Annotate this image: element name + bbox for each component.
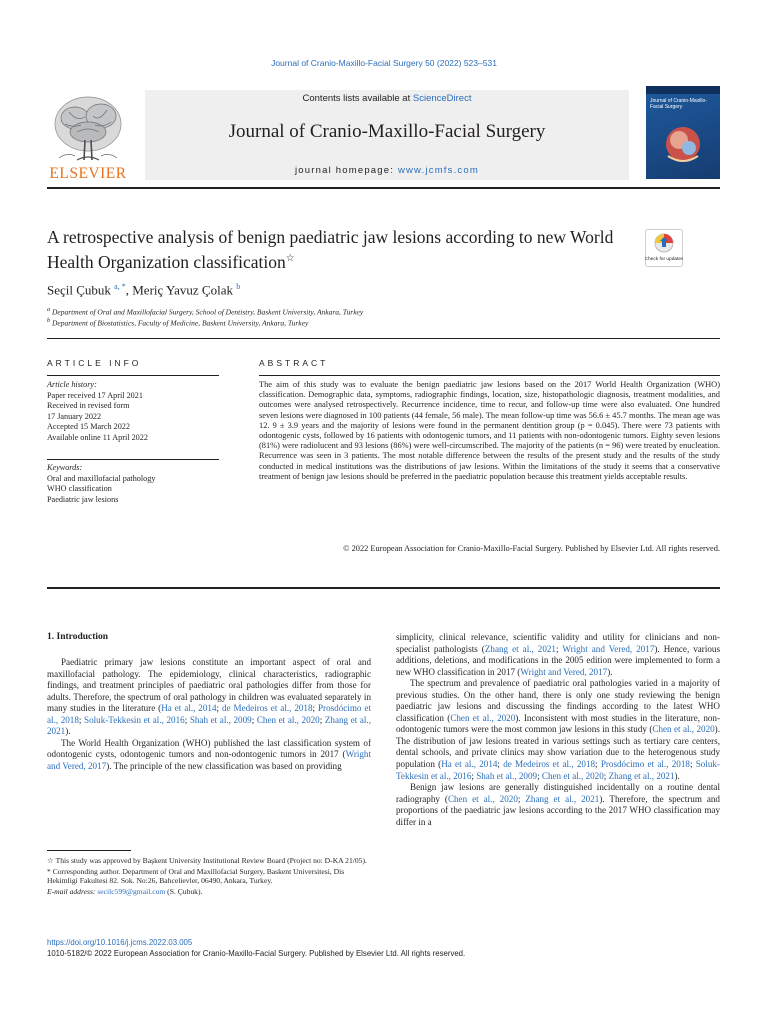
article-info-heading: ARTICLE INFO: [47, 358, 142, 368]
sciencedirect-link[interactable]: ScienceDirect: [412, 93, 472, 104]
crossmark-label: Check for updates: [645, 257, 683, 262]
paragraph-text: ;: [216, 703, 222, 714]
paragraph-text: ;: [319, 714, 325, 725]
keyword-item: Paediatric jaw lesions: [47, 494, 119, 504]
history-item: Received in revised form: [47, 401, 130, 410]
contents-prefix: Contents lists available at: [302, 93, 413, 104]
paragraph-text: ).: [607, 666, 613, 677]
paragraph-text: Benign jaw lesions are generally distinguished incidentally on a routine dental radiography (: [396, 782, 720, 804]
author-name[interactable]: Seçil Çubuk: [47, 282, 111, 298]
footnote-email: [47, 887, 371, 897]
paragraph-text: ). The principle of the new classification was based on providing: [106, 760, 342, 771]
article-history: [47, 380, 219, 443]
contents-line: [145, 93, 629, 104]
citation-link[interactable]: Wright and Vered, 2017: [562, 643, 655, 654]
citation-link[interactable]: Chen et al., 2020: [652, 724, 715, 735]
paragraph-text: ;: [312, 703, 318, 714]
paragraph-text: ).: [674, 770, 680, 781]
email-label: E-mail address:: [47, 886, 98, 896]
citation-link[interactable]: Soluk-Tekkesin et al., 2016: [84, 714, 185, 725]
paragraph-text: ;: [497, 759, 504, 770]
doi-link[interactable]: https://doi.org/10.1016/j.jcms.2022.03.005: [47, 938, 193, 947]
keywords-rule: [47, 459, 219, 460]
paragraph: [396, 782, 720, 828]
homepage-prefix: journal homepage:: [295, 165, 398, 176]
affiliation-b: [47, 317, 308, 328]
citation-link[interactable]: Shah et al., 2009: [476, 770, 538, 781]
citation-link[interactable]: Chen et al., 2020: [447, 793, 518, 804]
paragraph-text: ). The distribution of jaw lesions treated in various settings such as tertiary care centers, dental schools, and private clinics may show variation due to the heterogenous study population (: [396, 724, 720, 770]
paragraph-text: The spectrum and prevalence of paediatric oral pathologies varied in a majority of previous studies. On the other hand, there is only one study reviewing the benign paediatric jaw lesions and discussing the findings according to the latest WHO classification (: [396, 678, 720, 723]
paragraph-text: ;: [184, 714, 190, 725]
journal-homepage-link[interactable]: www.jcmfs.com: [397, 165, 479, 176]
citation-link[interactable]: Wright and Vered, 2017: [47, 749, 371, 771]
citation-link[interactable]: de Medeiros et al., 2018: [221, 703, 313, 714]
citation-link[interactable]: Prosdócimo et al., 2018: [600, 759, 690, 770]
paragraph-text: ).: [65, 726, 71, 737]
author-affiliation-mark[interactable]: a, *: [114, 282, 126, 291]
paragraph-text: simplicity, clinical relevance, scientific validity and utility for clinicians and non-specialist pathologists (: [396, 632, 720, 654]
keywords-label: Keywords:: [47, 463, 83, 472]
history-item: Paper received 17 April 2021: [47, 390, 143, 400]
email-link[interactable]: secilc599@gmail.com: [97, 886, 166, 896]
paragraph-text: Paediatric primary jaw lesions constitute an important aspect of oral and maxillofacial pathology. The epidemiology, clinical characteristics, radiographic findings, and treatment principles of paediatric oral pathologies differ from those for adults. Therefore, the spectrum of oral pathology in children was evaluated separately in many studies in the literature (: [47, 657, 371, 714]
paragraph-text: ;: [555, 643, 563, 654]
citation-link[interactable]: de Medeiros et al., 2018: [503, 759, 596, 770]
citation-link[interactable]: Zhang et al., 2021: [525, 793, 600, 804]
paragraph-text: ;: [537, 770, 542, 781]
footnote-ethics: ☆ This study was approved by Başkent University Institutional Review Board (Project no: D-KA 21/05).: [47, 856, 367, 865]
affiliation-a: [47, 306, 363, 317]
author-name[interactable]: Meriç Yavuz Çolak: [132, 282, 233, 298]
title-footnote-mark[interactable]: ☆: [285, 253, 295, 264]
citation-link[interactable]: Zhang et al., 2021: [484, 643, 556, 654]
section-rule: [47, 338, 720, 339]
paragraph: [396, 632, 720, 678]
abstract-copyright: © 2022 European Association for Cranio-Maxillo-Facial Surgery. Published by Elsevier Ltd. All rights reserved.: [343, 544, 720, 553]
paragraph-text: ;: [471, 770, 477, 781]
email-suffix: (S. Çubuk).: [165, 886, 203, 896]
history-item: Available online 11 April 2022: [47, 432, 148, 442]
abstract-rule: [259, 375, 720, 376]
citation-link[interactable]: Soluk-Tekkesin et al., 2016: [396, 759, 720, 781]
footnote-rule: [47, 850, 131, 851]
article-info-rule: [47, 375, 219, 376]
header-rule: [47, 187, 720, 189]
body-column-right: [396, 632, 720, 828]
citation-link[interactable]: Chen et al., 2020: [256, 714, 320, 725]
journal-name: Journal of Cranio-Maxillo-Facial Surgery: [228, 121, 546, 142]
body-column-left: [47, 657, 371, 772]
abstract-text: The aim of this study was to evaluate the benign paediatric jaw lesions based on the 2017 World Health Organization (WHO) classification. Demographic data, symptoms, radiographic findings, location, size, histopathologic diagnosis, treatment modalities, and outcomes were analysed retrospectively. Recurrence incidence, time to recur, and follow-up time were also evaluated. One hundred seven lesions were diagnosed in 100 patients (44 female, 56 male). The mean follow-up time was 56.6 ± 45.7 months. The mean age was 12. 9 ± 3.9 years and the majority of lesions were found in the permanent dentition group (p = 0.045). There were 73 patients with odontogenic cysts, followed by 16 patients with odontogenic tumors, and 11 patients with non-odontogenic tumors. Eighty seven lesions (81%) were radiolucent and 93 lesions (86%) were well-circumscribed. The majority of the patients (n = 96) were treated by enucleation. Recurrence was seen in 3 patients. The most notable difference between the results of the present study and the results of the study conducted in medical institutions was the distributions of jaw lesions. Within the limitations of the study it seems that a conservative treatment of benign jaw lesions should be preferred in the paediatric population because this treatment yields acceptable results.: [259, 380, 720, 481]
history-label: Article history:: [47, 380, 97, 389]
citation-link[interactable]: Ha et al., 2014: [161, 703, 217, 714]
citation-link[interactable]: Zhang et al., 2021: [608, 770, 675, 781]
paragraph-text: ;: [78, 714, 85, 725]
keywords: [47, 463, 219, 505]
citation-link[interactable]: Prosdócimo et al., 2018: [47, 703, 371, 725]
affiliation-mark: b: [47, 317, 51, 324]
paragraph-text: ). Inconsistent with most studies in the literature, non-odontogenic tumors were the most common jaw lesions in this study (: [396, 712, 720, 735]
paragraph: [47, 738, 371, 773]
paragraph-text: The World Health Organization (WHO) published the last classification system of odontogenic cysts, odontogenic tumors and non-odontogenic tumors in 2017 (: [47, 737, 371, 760]
crossmark-icon[interactable]: [645, 229, 683, 267]
citation-link[interactable]: Ha et al., 2014: [441, 759, 498, 770]
history-item: 17 January 2022: [47, 411, 102, 421]
affiliation-text: Department of Oral and Maxillofacial Surgery, School of Dentistry, Baskent University, Ankara, Turkey: [52, 307, 364, 317]
author-affiliation-mark[interactable]: b: [236, 282, 241, 291]
affiliation-text: Department of Biostatistics, Faculty of Medicine, Baskent University, Ankara, Turkey: [52, 318, 309, 328]
abstract-heading: ABSTRACT: [259, 358, 329, 368]
paragraph-text: ). Therefore, the spectrum and proportions of the paediatric jaw lesions according to the 2017 WHO classification may differ in a: [396, 793, 720, 827]
paragraph-text: ;: [603, 770, 609, 781]
keyword-item: WHO classification: [47, 484, 112, 493]
journal-citation[interactable]: Journal of Cranio-Maxillo-Facial Surgery 50 (2022) 523–531: [271, 58, 497, 68]
history-item: Accepted 15 March 2022: [47, 422, 130, 431]
paragraph-text: ;: [517, 793, 526, 804]
citation-link[interactable]: Zhang et al., 2021: [47, 714, 371, 737]
citation-link[interactable]: Chen et al., 2020: [450, 712, 516, 723]
keyword-item: Oral and maxillofacial pathology: [47, 473, 156, 483]
section-heading-introduction: 1. Introduction: [47, 632, 109, 642]
author-list: [47, 282, 240, 298]
paragraph-text: ). Hence, various additions, deletions, and modifications in the 2005 edition were implemented to form a new WHO classification in 2017 (: [396, 643, 720, 677]
footnote-corresponding: * Corresponding author. Department of Oral and Maxillofacial Surgery, Baskent Universitesi, Dis Hekimligi Fakultesi 82. Sok. No:26, Bahcelievler, 06490, Ankara, Turkey.: [47, 866, 345, 886]
citation-link[interactable]: Wright and Vered, 2017: [520, 666, 608, 677]
paragraph: [396, 678, 720, 782]
paragraph-text: ;: [689, 759, 696, 770]
author-separator: ,: [125, 282, 133, 298]
paragraph-text: ;: [595, 759, 601, 770]
citation-link[interactable]: Chen et al., 2020: [541, 770, 604, 781]
elsevier-wordmark[interactable]: ELSEVIER: [49, 165, 127, 182]
homepage-line: [145, 165, 629, 176]
article-title: [47, 226, 627, 273]
footnotes: [47, 856, 371, 897]
paragraph: [47, 657, 371, 738]
article-title-text: A retrospective analysis of benign paediatric jaw lesions according to new World Health Organization classification: [47, 227, 614, 272]
citation-link[interactable]: Shah et al., 2009: [189, 714, 252, 725]
affiliation-mark: a: [47, 306, 51, 313]
section-rule: [47, 587, 720, 589]
issn-copyright: 1010-5182/© 2022 European Association for Cranio-Maxillo-Facial Surgery. Published by Elsevier Ltd. All rights reserved.: [47, 949, 466, 958]
cover-title: Journal of Cranio-Maxillo-Facial Surgery: [650, 98, 707, 110]
paragraph-text: ;: [251, 714, 257, 725]
